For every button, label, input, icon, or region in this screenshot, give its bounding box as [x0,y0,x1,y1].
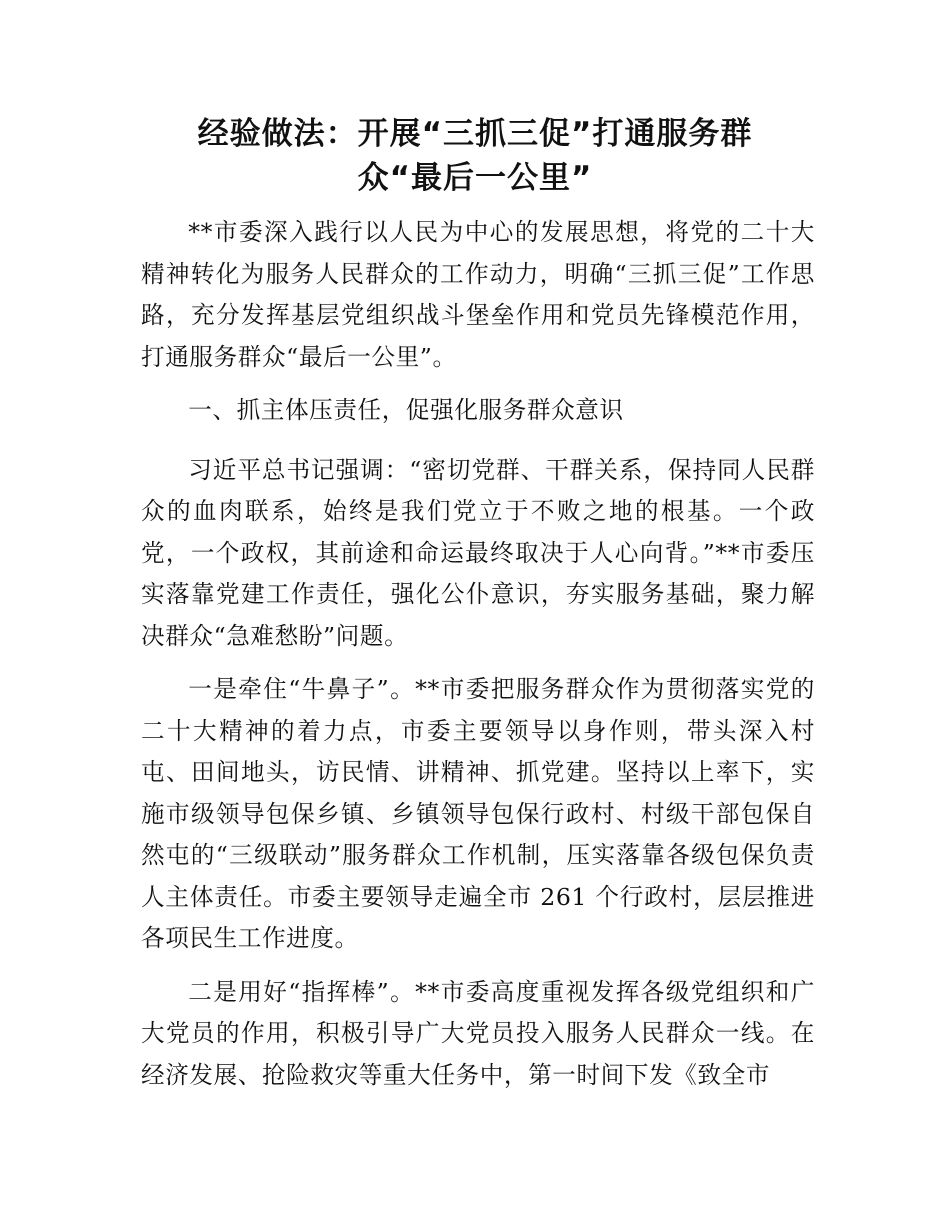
point-two-paragraph: 二是用好“指挥棒”。**市委高度重视发挥各级党组织和广大党员的作用，积极引导广大党员投入服务人民群众一线。在经济发展、抢险救灾等重大任务中，第一时间下发《致全市 [141,977,815,1089]
quote-paragraph: 习近平总书记强调：“密切党群、干群关系，保持同人民群众的血肉联系，始终是我们党立于不败之地的根基。一个政党，一个政权，其前途和命运最终取决于人心向背。”**市委压实落靠党建工作责任，强化公仆意识，夯实服务基础，聚力解决群众“急难愁盼”问题。 [141,455,815,650]
point-one-paragraph: 一是牵住“牛鼻子”。**市委把服务群众作为贯彻落实党的二十大精神的着力点，市委主要领导以身作则，带头深入村屯、田间地头，访民情、讲精神、抓党建。坚持以上率下，实施市级领导包保乡镇、乡镇领导包保行政村、村级干部包保自然屯的“三级联动”服务群众工作机制，压实落靠各级包保负责人主体责任。市委主要领导走遍全市 261 个行政村，层层推进各项民生工作进度。 [141,675,815,952]
document-title: 经验做法：开展“三抓三促”打通服务群 众“最后一公里” [197,116,753,196]
section-heading: 一、抓主体压责任，促强化服务群众意识 [188,396,624,424]
document-body [141,212,815,1108]
intro-paragraph: **市委深入践行以人民为中心的发展思想，将党的二十大精神转化为服务人民群众的工作动力，明确“三抓三促”工作思路，充分发挥基层党组织战斗堡垒作用和党员先锋模范作用，打通服务群众“最后一公里”。 [141,218,815,371]
